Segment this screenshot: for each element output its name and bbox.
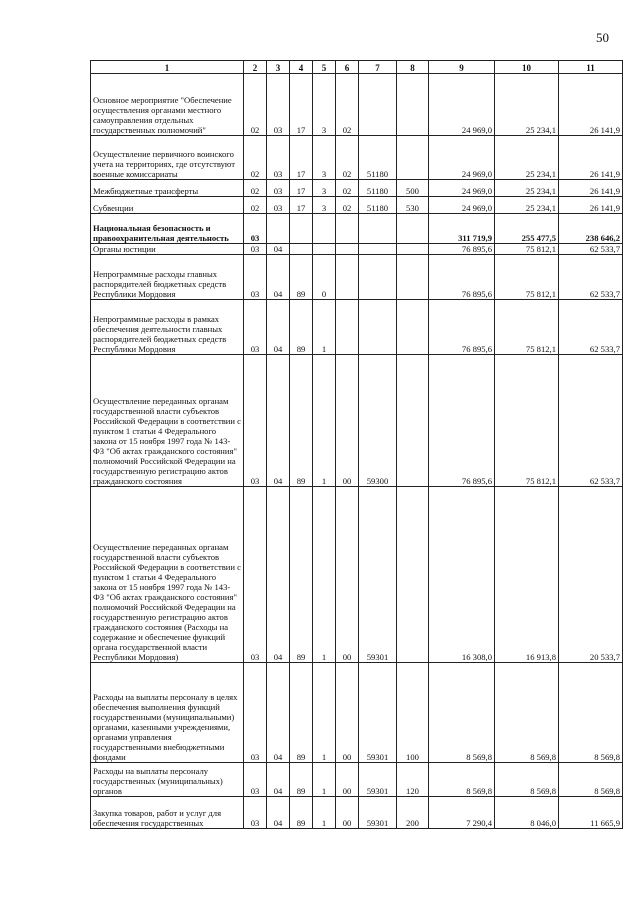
amount-col11: 238 646,2 — [559, 214, 623, 244]
code-expense-type — [397, 136, 429, 180]
amount-col11: 26 141,9 — [559, 197, 623, 214]
amount-col10: 25 234,1 — [495, 74, 559, 136]
code-subsection: 04 — [267, 763, 290, 797]
column-header-6: 6 — [336, 61, 359, 74]
code-direction — [359, 300, 397, 355]
column-header-11: 11 — [559, 61, 623, 74]
code-expense-type — [397, 244, 429, 255]
code-expense-type: 200 — [397, 797, 429, 829]
code-program: 17 — [290, 180, 313, 197]
amount-col9: 76 895,6 — [429, 355, 495, 487]
code-subsection: 03 — [267, 197, 290, 214]
code-direction: 59300 — [359, 355, 397, 487]
amount-col9: 24 969,0 — [429, 180, 495, 197]
code-section: 02 — [244, 136, 267, 180]
code-direction: 59301 — [359, 663, 397, 763]
amount-col11: 8 569,8 — [559, 763, 623, 797]
code-section: 03 — [244, 244, 267, 255]
code-direction: 51180 — [359, 136, 397, 180]
code-event — [336, 214, 359, 244]
code-program: 89 — [290, 355, 313, 487]
code-section: 03 — [244, 797, 267, 829]
code-direction: 51180 — [359, 197, 397, 214]
amount-col10: 75 812,1 — [495, 300, 559, 355]
table-header-row — [91, 61, 623, 74]
code-program: 17 — [290, 74, 313, 136]
column-header-4: 4 — [290, 61, 313, 74]
amount-col9: 16 308,0 — [429, 487, 495, 663]
code-section: 03 — [244, 663, 267, 763]
amount-col11: 11 665,9 — [559, 797, 623, 829]
amount-col11: 8 569,8 — [559, 663, 623, 763]
amount-col10: 16 913,8 — [495, 487, 559, 663]
code-subsection: 04 — [267, 244, 290, 255]
amount-col11: 26 141,9 — [559, 180, 623, 197]
code-subprogram — [313, 244, 336, 255]
code-subprogram: 3 — [313, 197, 336, 214]
code-subprogram: 1 — [313, 355, 336, 487]
code-event: 00 — [336, 355, 359, 487]
amount-col10: 255 477,5 — [495, 214, 559, 244]
row-name: Основное мероприятие "Обеспечение осуществления органами местного самоуправления отдельных государственных полномочий" — [91, 74, 244, 136]
code-expense-type: 100 — [397, 663, 429, 763]
column-header-10: 10 — [495, 61, 559, 74]
column-header-1: 1 — [91, 61, 244, 74]
code-subsection: 04 — [267, 487, 290, 663]
code-direction: 59301 — [359, 487, 397, 663]
code-section: 03 — [244, 763, 267, 797]
code-program: 89 — [290, 487, 313, 663]
code-direction — [359, 255, 397, 300]
row-name: Расходы на выплаты персоналу в целях обеспечения выполнения функций государственными (муниципальными) органами, казенными учреждениями, органами управления государственными внебюджетными фондами — [91, 663, 244, 763]
table-row — [91, 300, 623, 355]
code-expense-type — [397, 255, 429, 300]
code-program: 17 — [290, 136, 313, 180]
code-event: 00 — [336, 763, 359, 797]
row-name: Непрограммные расходы в рамках обеспечения деятельности главных распорядителей бюджетных средств Республики Мордовия — [91, 300, 244, 355]
code-subsection: 03 — [267, 180, 290, 197]
code-program: 89 — [290, 663, 313, 763]
code-section: 02 — [244, 197, 267, 214]
code-subsection: 04 — [267, 300, 290, 355]
code-section: 03 — [244, 300, 267, 355]
code-subprogram: 0 — [313, 255, 336, 300]
table-body — [91, 74, 623, 829]
row-name: Осуществление переданных органам государственной власти субъектов Российской Федерации в соответствии с пунктом 1 статьи 4 Федерального закона от 15 ноября 1997 года № 143-ФЗ "Об актах гражданского состояния" полномочий Российской Федерации на государственную регистрацию актов гражданского состояния (Расходы на содержание и обеспечение функций органа государственной власти Республики Мордовия) — [91, 487, 244, 663]
row-name: Расходы на выплаты персоналу государственных (муниципальных) органов — [91, 763, 244, 797]
code-subsection: 04 — [267, 255, 290, 300]
code-section: 03 — [244, 355, 267, 487]
row-name: Субвенции — [91, 197, 244, 214]
amount-col9: 24 969,0 — [429, 197, 495, 214]
table-row — [91, 255, 623, 300]
amount-col10: 75 812,1 — [495, 355, 559, 487]
amount-col9: 24 969,0 — [429, 136, 495, 180]
amount-col11: 62 533,7 — [559, 300, 623, 355]
code-subprogram: 3 — [313, 136, 336, 180]
table-row — [91, 197, 623, 214]
column-header-3: 3 — [267, 61, 290, 74]
amount-col9: 7 290,4 — [429, 797, 495, 829]
code-subprogram: 1 — [313, 663, 336, 763]
code-section: 03 — [244, 487, 267, 663]
amount-col10: 75 812,1 — [495, 244, 559, 255]
amount-col9: 8 569,8 — [429, 763, 495, 797]
table-row — [91, 74, 623, 136]
amount-col11: 20 533,7 — [559, 487, 623, 663]
code-subsection: 03 — [267, 136, 290, 180]
code-expense-type: 120 — [397, 763, 429, 797]
page-number: 50 — [596, 30, 609, 45]
code-program: 89 — [290, 763, 313, 797]
code-direction — [359, 74, 397, 136]
code-direction: 59301 — [359, 763, 397, 797]
table-row — [91, 355, 623, 487]
code-section: 03 — [244, 255, 267, 300]
column-header-5: 5 — [313, 61, 336, 74]
code-subprogram — [313, 214, 336, 244]
code-subprogram: 1 — [313, 797, 336, 829]
code-program: 89 — [290, 797, 313, 829]
code-expense-type — [397, 214, 429, 244]
amount-col11: 62 533,7 — [559, 244, 623, 255]
amount-col9: 76 895,6 — [429, 244, 495, 255]
amount-col10: 75 812,1 — [495, 255, 559, 300]
code-subsection: 03 — [267, 74, 290, 136]
amount-col10: 25 234,1 — [495, 136, 559, 180]
code-expense-type — [397, 74, 429, 136]
amount-col11: 26 141,9 — [559, 74, 623, 136]
row-name: Национальная безопасность и правоохранительная деятельность — [91, 214, 244, 244]
amount-col10: 25 234,1 — [495, 180, 559, 197]
code-direction: 51180 — [359, 180, 397, 197]
code-section: 02 — [244, 180, 267, 197]
code-event: 00 — [336, 487, 359, 663]
code-subprogram: 1 — [313, 487, 336, 663]
code-program: 89 — [290, 255, 313, 300]
amount-col11: 62 533,7 — [559, 355, 623, 487]
amount-col10: 25 234,1 — [495, 197, 559, 214]
code-event — [336, 255, 359, 300]
code-subsection: 04 — [267, 797, 290, 829]
amount-col10: 8 569,8 — [495, 663, 559, 763]
code-event: 00 — [336, 663, 359, 763]
row-name: Закупка товаров, работ и услуг для обеспечения государственных — [91, 797, 244, 829]
amount-col9: 311 719,9 — [429, 214, 495, 244]
code-direction — [359, 244, 397, 255]
code-section: 02 — [244, 74, 267, 136]
amount-col9: 24 969,0 — [429, 74, 495, 136]
table-row — [91, 136, 623, 180]
row-name: Непрограммные расходы главных распорядителей бюджетных средств Республики Мордовия — [91, 255, 244, 300]
table-row — [91, 663, 623, 763]
table-row — [91, 180, 623, 197]
column-header-7: 7 — [359, 61, 397, 74]
code-event — [336, 244, 359, 255]
amount-col11: 62 533,7 — [559, 255, 623, 300]
code-program — [290, 214, 313, 244]
code-expense-type — [397, 355, 429, 487]
table-row — [91, 797, 623, 829]
code-direction: 59301 — [359, 797, 397, 829]
code-event: 02 — [336, 136, 359, 180]
code-subprogram: 1 — [313, 300, 336, 355]
code-expense-type: 530 — [397, 197, 429, 214]
code-subprogram: 1 — [313, 763, 336, 797]
code-event — [336, 300, 359, 355]
table-row — [91, 763, 623, 797]
table-row — [91, 244, 623, 255]
code-event: 00 — [336, 797, 359, 829]
table-row — [91, 487, 623, 663]
amount-col10: 8 046,0 — [495, 797, 559, 829]
amount-col9: 8 569,8 — [429, 663, 495, 763]
code-event: 02 — [336, 180, 359, 197]
column-header-2: 2 — [244, 61, 267, 74]
row-name: Органы юстиции — [91, 244, 244, 255]
amount-col10: 8 569,8 — [495, 763, 559, 797]
code-subprogram: 3 — [313, 74, 336, 136]
code-subsection: 04 — [267, 663, 290, 763]
code-expense-type: 500 — [397, 180, 429, 197]
code-expense-type — [397, 487, 429, 663]
column-header-8: 8 — [397, 61, 429, 74]
code-section: 03 — [244, 214, 267, 244]
code-program: 89 — [290, 300, 313, 355]
table-row — [91, 214, 623, 244]
amount-col11: 26 141,9 — [559, 136, 623, 180]
code-program: 17 — [290, 197, 313, 214]
code-subsection — [267, 214, 290, 244]
row-name: Осуществление первичного воинского учета на территориях, где отсутствуют военные комиссариаты — [91, 136, 244, 180]
code-program — [290, 244, 313, 255]
budget-table — [90, 60, 623, 829]
column-header-9: 9 — [429, 61, 495, 74]
code-subprogram: 3 — [313, 180, 336, 197]
code-expense-type — [397, 300, 429, 355]
code-event: 02 — [336, 197, 359, 214]
code-direction — [359, 214, 397, 244]
row-name: Осуществление переданных органам государственной власти субъектов Российской Федерации в соответствии с пунктом 1 статьи 4 Федерального закона от 15 ноября 1997 года № 143-ФЗ "Об актах гражданского состояния" полномочий Российской Федерации на государственную регистрацию актов гражданского состояния — [91, 355, 244, 487]
row-name: Межбюджетные трансферты — [91, 180, 244, 197]
code-subsection: 04 — [267, 355, 290, 487]
amount-col9: 76 895,6 — [429, 255, 495, 300]
amount-col9: 76 895,6 — [429, 300, 495, 355]
code-event: 02 — [336, 74, 359, 136]
